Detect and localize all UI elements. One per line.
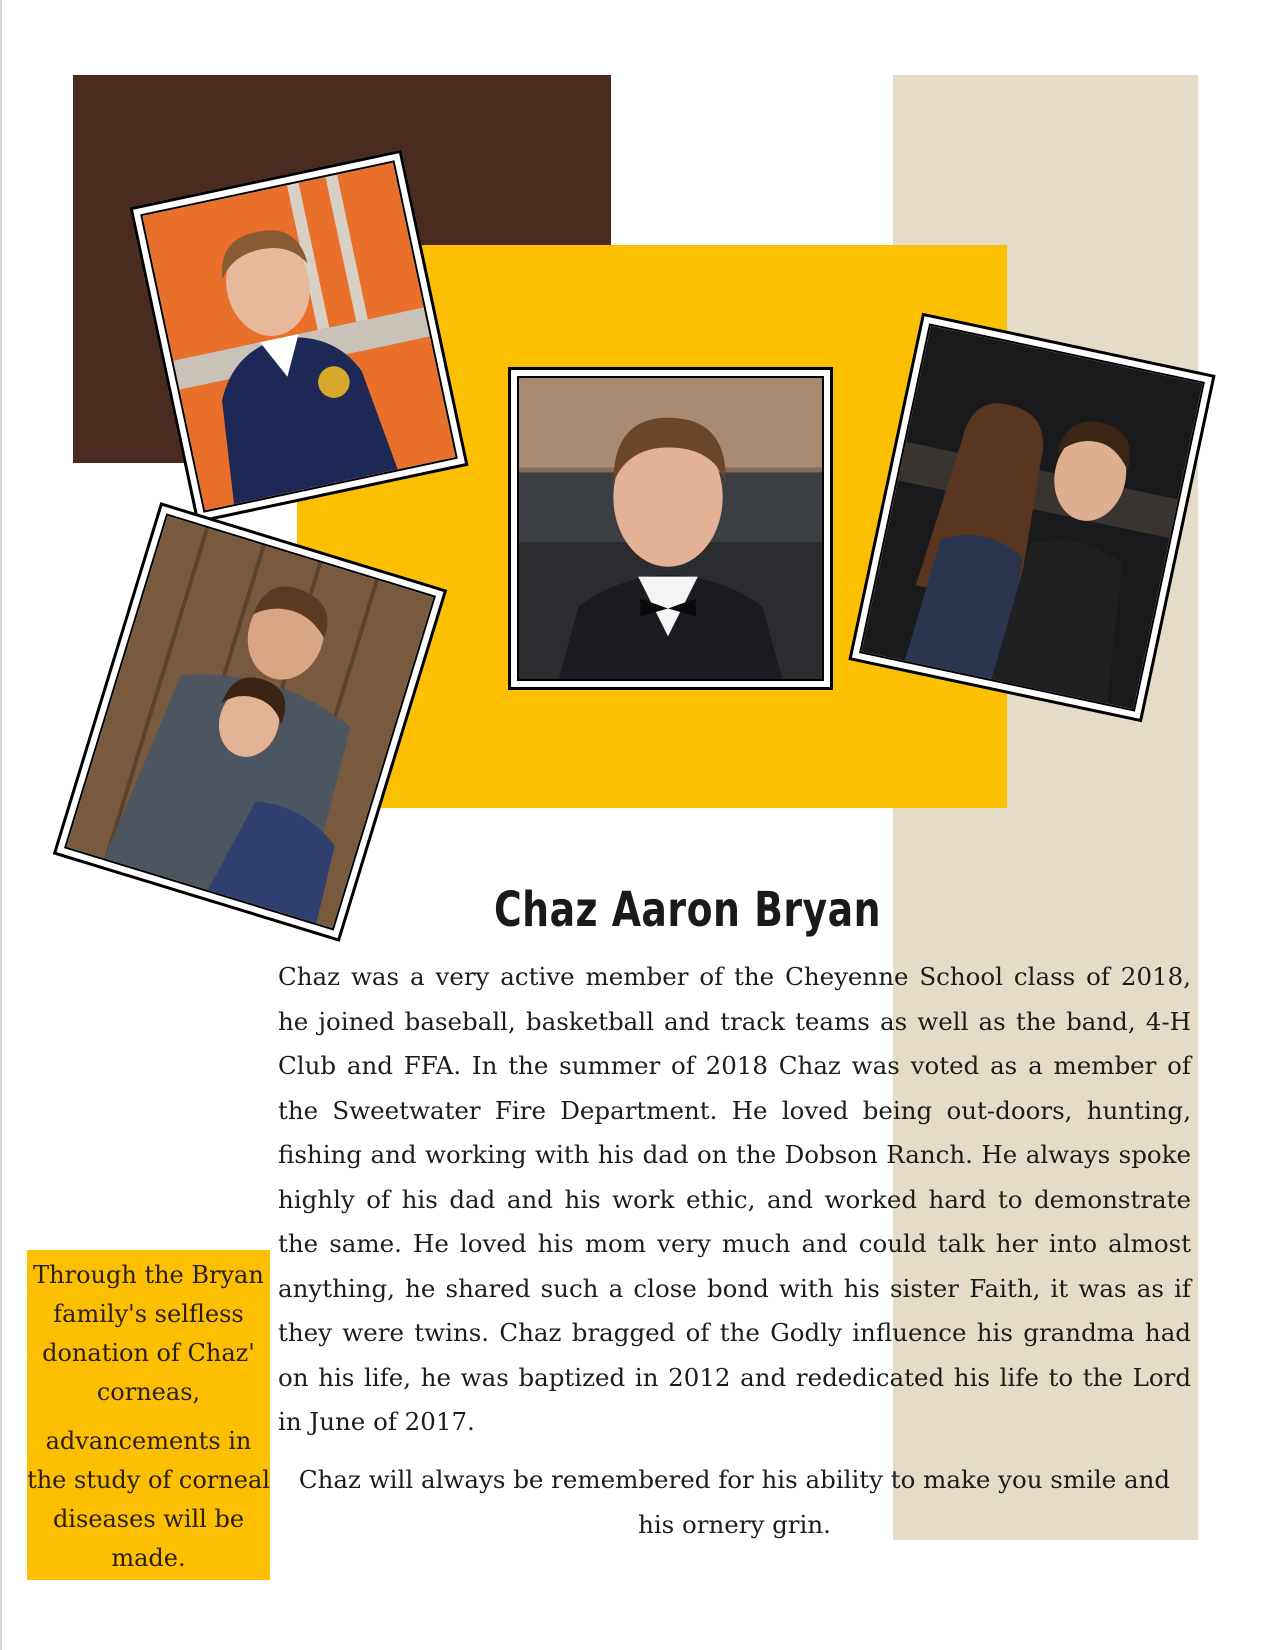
- page-title: Chaz Aaron Bryan: [493, 881, 882, 938]
- cornea-donation-note: [27, 1250, 270, 1580]
- biography-paragraph: Chaz was a very active member of the Cheyenne School class of 2018, he joined baseball, basketball and track teams as well as the band, 4-H Club and FFA. In the summer of 2018 Chaz was voted as a member of the Sweetwater Fire Department. He loved being out-doors, hunting, fishing and working with his dad on the Dobson Ranch. He always spoke highly of his dad and his work ethic, and worked hard to demonstrate the same. He loved his mom very much and could talk her into almost anything, he shared such a close bond with his sister Faith, it was as if they were twins. Chaz bragged of the Godly influence his grandma had on his life, he was baptized in 2012 and rededicated his life to the Lord in June of 2017.: [278, 962, 1191, 1436]
- page-edge: [0, 0, 2, 1650]
- photo-center-portrait: [508, 367, 833, 690]
- closing-paragraph: Chaz will always be remembered for his ability to make you smile and his ornery grin.: [298, 1465, 1171, 1539]
- note-line-1: Through the Bryan family's selfless donation of Chaz' corneas,: [33, 1261, 264, 1406]
- note-line-2: advancements in the study of corneal diseases will be made.: [27, 1427, 270, 1572]
